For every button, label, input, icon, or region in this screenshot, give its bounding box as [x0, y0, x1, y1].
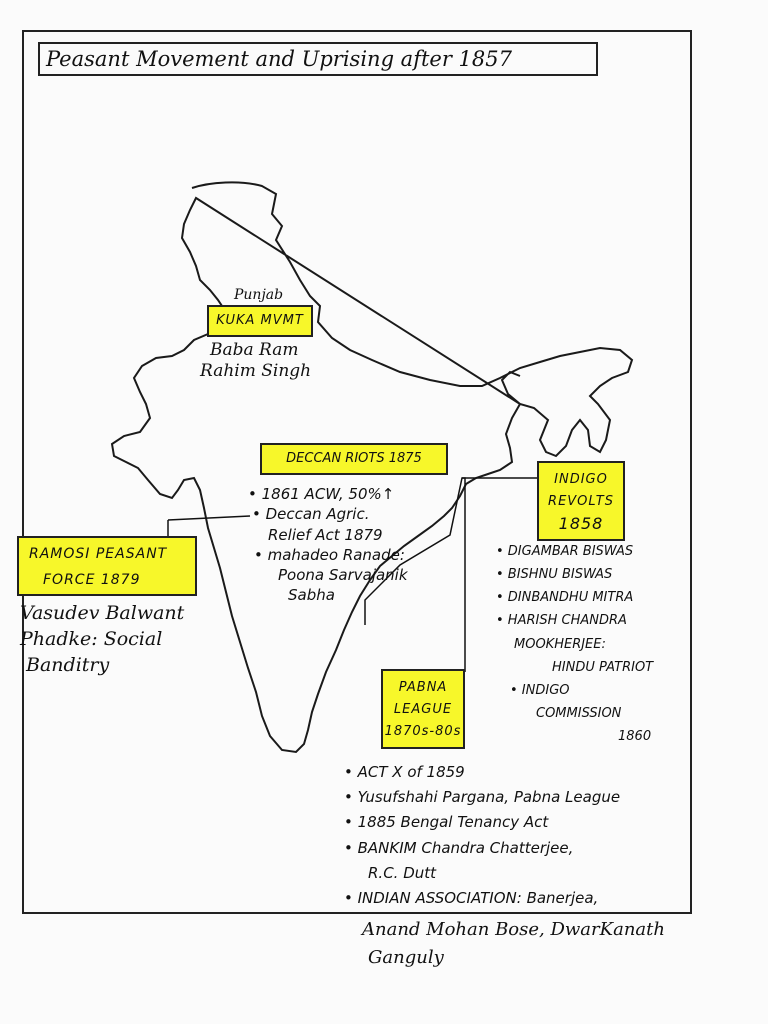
- pabna-points: [344, 760, 620, 911]
- pabna-point: Anand Mohan Bose, DwarKanath: [362, 919, 665, 940]
- kuka-region-label: Punjab: [234, 287, 284, 303]
- pabna-label-line2: LEAGUE: [393, 702, 453, 717]
- indigo-point: • BISHNU BISWAS: [496, 567, 613, 583]
- ramosi-note: Phadke: Social: [20, 628, 163, 650]
- indigo-point: • DINBANDHU MITRA: [496, 590, 634, 606]
- deccan-label: DECCAN RIOTS 1875: [260, 443, 448, 475]
- ramosi-note: Vasudev Balwant: [20, 602, 185, 624]
- pabna-point: Ganguly: [368, 947, 444, 968]
- ramosi-notes: [20, 600, 184, 678]
- indigo-point: COMMISSION: [536, 705, 622, 721]
- indigo-point: • INDIGO: [510, 682, 570, 698]
- pabna-point: • 1885 Bengal Tenancy Act: [344, 813, 549, 832]
- ramosi-note: Banditry: [26, 654, 110, 676]
- deccan-point: Sabha: [288, 586, 335, 605]
- indigo-points: [496, 540, 653, 748]
- deccan-point: Relief Act 1879: [268, 525, 383, 544]
- page-title: Peasant Movement and Uprising after 1857: [38, 42, 598, 76]
- deccan-point: • 1861 ACW, 50%↑: [248, 485, 395, 503]
- indigo-label-line3: 1858: [558, 514, 604, 533]
- deccan-point: • mahadeo Ranade:: [254, 545, 405, 564]
- kuka-label: KUKA MVMT: [207, 305, 313, 337]
- pabna-point: • ACT X of 1859: [344, 763, 465, 781]
- indigo-point: HINDU PATRIOT: [552, 659, 654, 675]
- indigo-point: MOOKHERJEE:: [514, 636, 606, 652]
- ramosi-label-line2: FORCE 1879: [43, 572, 141, 588]
- pabna-label: [381, 669, 465, 749]
- pabna-point: • BANKIM Chandra Chatterjee,: [344, 838, 574, 857]
- indigo-label-line1: INDIGO: [554, 472, 608, 487]
- pabna-point: • INDIAN ASSOCIATION: Banerjea,: [344, 888, 599, 907]
- kuka-leader-line2: Rahim Singh: [200, 361, 312, 381]
- pabna-point: • Yusufshahi Pargana, Pabna League: [344, 788, 621, 807]
- indigo-point: • DIGAMBAR BISWAS: [496, 544, 634, 559]
- indigo-label: [537, 461, 625, 541]
- pabna-label-line3: 1870s-80s: [384, 724, 462, 739]
- deccan-point: • Deccan Agric.: [252, 505, 370, 524]
- deccan-point: Poona Sarvajanik: [278, 566, 408, 584]
- pabna-continuation: [362, 916, 665, 972]
- pabna-label-line1: PABNA: [398, 680, 448, 695]
- indigo-label-line2: REVOLTS: [548, 494, 614, 509]
- kuka-leader-line1: Baba Ram: [210, 340, 299, 360]
- deccan-points: [248, 484, 408, 606]
- indigo-point: • HARISH CHANDRA: [496, 613, 627, 629]
- indigo-point: 1860: [618, 729, 652, 744]
- ramosi-label-line1: RAMOSI PEASANT: [29, 546, 168, 562]
- pabna-point: R.C. Dutt: [368, 863, 437, 882]
- ramosi-leader-line: [168, 516, 250, 520]
- ramosi-label: [17, 536, 197, 596]
